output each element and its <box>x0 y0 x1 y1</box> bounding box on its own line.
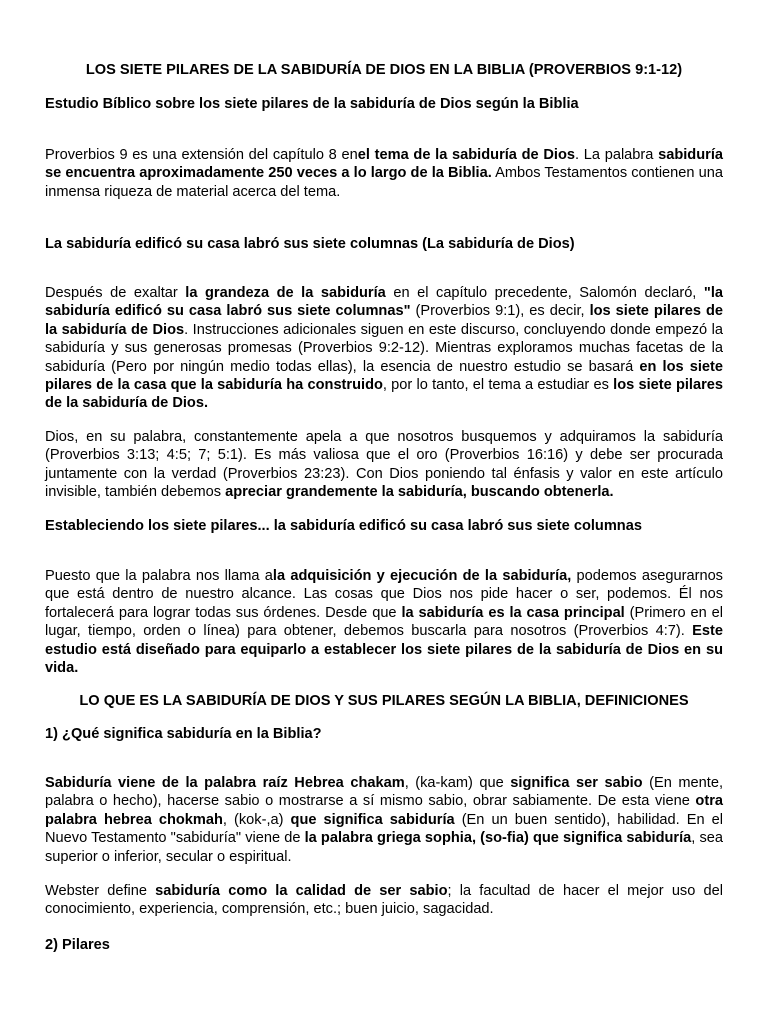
document-subtitle: Estudio Bíblico sobre los siete pilares de la sabiduría de Dios según la Biblia <box>45 96 579 112</box>
paragraph-grandeza: Después de exaltar la grandeza de la sabiduría en el capítulo precedente, Salomón declaró, "la sabiduría edificó su casa labró sus siete columnas" (Proverbios 9:1), es decir, los siete pilares de la sabiduría de Dios. Instrucciones adicionales siguen en este discurso, concluyendo donde empezó la sabiduría y sus generosas promesas (Proverbios 9:2-12). Mientras exploramos muchas facetas de la sabiduría (Pero por ningún medio todas ellas), la esencia de nuestro estudio se basará en los siete pilares de la casa que la sabiduría ha construido, por lo tanto, el tema a estudiar es los siete pilares de la sabiduría de Dios. <box>45 285 724 412</box>
paragraph-sabiduria-raiz: Sabiduría viene de la palabra raíz Hebrea chakam, (ka-kam) que significa ser sabio (En mente, palabra o hecho), hacerse sabio o mostrarse a sí mismo sabio, obrar sabiamente. De esta viene otra palabra hebrea chokmah, (kok-,a) que significa sabiduría (En un buen sentido), habilidad. En el Nuevo Testamento "sabiduría" viene de la palabra griega sophia, (so-fia) que significa sabiduría, sea superior o inferior, secular o espiritual. <box>45 775 724 865</box>
section-heading-casa: La sabiduría edificó su casa labró sus siete columnas (La sabiduría de Dios) <box>45 236 575 252</box>
paragraph-dios-apela: Dios, en su palabra, constantemente apela a que nosotros busquemos y adquiramos la sabiduría (Proverbios 3:13; 4:5; 7; 5:1). Es más valiosa que el oro (Proverbios 16:16) y debe ser procurada juntamente con la verdad (Proverbios 23:23). Con Dios poniendo tal énfasis y valor en este artículo invisible, también debemos apreciar grandemente la sabiduría, buscando obtenerla. <box>45 429 723 501</box>
paragraph-puesto-que: Puesto que la palabra nos llama ala adquisición y ejecución de la sabiduría, podemos asegurarnos que está dentro de nuestro alcance. Las cosas que Dios nos pide hacer o ser, podemos. Él nos fortalecerá para lograr todas sus órdenes. Desde que la sabiduría es la casa principal (Primero en el lugar, tiempo, orden o línea) para obtener, debemos buscarla para nosotros (Proverbios 4:7). Este estudio está diseñado para equiparlo a establecer los siete pilares de la sabiduría de Dios en su vida. <box>45 568 724 677</box>
section-heading-estableciendo: Estableciendo los siete pilares... la sabiduría edificó su casa labró sus siete columnas <box>45 518 642 534</box>
subheading-que-significa: 1) ¿Qué significa sabiduría en la Biblia? <box>45 726 322 742</box>
section-heading-definiciones: LO QUE ES LA SABIDURÍA DE DIOS Y SUS PILARES SEGÚN LA BIBLIA, DEFINICIONES <box>79 693 689 709</box>
paragraph-webster: Webster define sabiduría como la calidad de ser sabio; la facultad de hacer el mejor uso del conocimiento, experiencia, comprensión, etc.; buen juicio, sagacidad. <box>45 883 723 918</box>
paragraph-intro: Proverbios 9 es una extensión del capítulo 8 enel tema de la sabiduría de Dios. La palabra sabiduría se encuentra aproximadamente 250 veces a lo largo de la Biblia. Ambos Testamentos contienen una inmensa riqueza de material acerca del tema. <box>45 147 723 200</box>
document-title: LOS SIETE PILARES DE LA SABIDURÍA DE DIOS EN LA BIBLIA (PROVERBIOS 9:1-12) <box>85 62 683 78</box>
subheading-pilares: 2) Pilares <box>45 937 110 953</box>
